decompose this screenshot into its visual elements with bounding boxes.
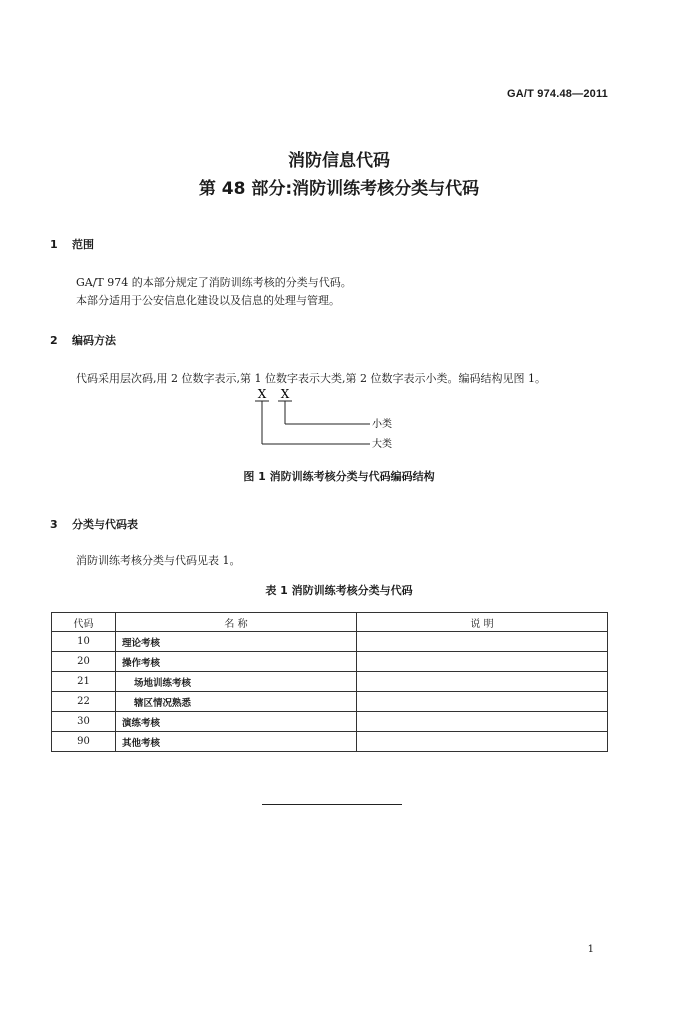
header-name: 名 称 bbox=[116, 613, 357, 632]
placeholder-x-1: X bbox=[257, 387, 267, 401]
section-number: 2 bbox=[50, 334, 58, 347]
cell-desc bbox=[357, 712, 608, 732]
placeholder-x-2: X bbox=[280, 387, 290, 401]
standard-code: GA/T 974.48—2011 bbox=[506, 88, 608, 100]
cell-code: 10 bbox=[52, 632, 116, 652]
cell-code: 22 bbox=[52, 692, 116, 712]
document-title: 消防信息代码 bbox=[288, 151, 390, 171]
section-title: 分类与代码表 bbox=[72, 518, 138, 531]
section-1-heading bbox=[50, 236, 94, 252]
document-subtitle: 第 48 部分:消防训练考核分类与代码 bbox=[198, 179, 480, 199]
cell-code: 30 bbox=[52, 712, 116, 732]
cell-desc bbox=[357, 632, 608, 652]
section-title: 编码方法 bbox=[72, 334, 116, 347]
table-row bbox=[52, 732, 608, 752]
table-row bbox=[52, 652, 608, 672]
header-code: 代码 bbox=[52, 613, 116, 632]
cell-desc bbox=[357, 692, 608, 712]
cell-name: 辖区情况熟悉 bbox=[116, 692, 357, 712]
table-header-row bbox=[52, 613, 608, 632]
cell-code: 20 bbox=[52, 652, 116, 672]
section-1-para-2: 本部分适用于公安信息化建设以及信息的处理与管理。 bbox=[76, 294, 340, 307]
section-3-heading bbox=[50, 516, 138, 532]
cell-name: 演练考核 bbox=[116, 712, 357, 732]
cell-name: 理论考核 bbox=[116, 632, 357, 652]
header-desc: 说 明 bbox=[357, 613, 608, 632]
cell-code: 90 bbox=[52, 732, 116, 752]
cell-desc bbox=[357, 732, 608, 752]
label-major: 大类 bbox=[372, 439, 392, 450]
cell-desc bbox=[357, 672, 608, 692]
section-1-para-1: GA/T 974 的本部分规定了消防训练考核的分类与代码。 bbox=[76, 276, 352, 289]
cell-name: 场地训练考核 bbox=[116, 672, 357, 692]
label-minor: 小类 bbox=[372, 419, 392, 430]
section-3-para-1: 消防训练考核分类与代码见表 1。 bbox=[76, 554, 241, 567]
table-row bbox=[52, 692, 608, 712]
section-number: 1 bbox=[50, 238, 58, 251]
table-caption: 表 1 消防训练考核分类与代码 bbox=[265, 584, 413, 597]
figure-caption: 图 1 消防训练考核分类与代码编码结构 bbox=[243, 470, 435, 483]
cell-desc bbox=[357, 652, 608, 672]
section-title: 范围 bbox=[72, 238, 94, 251]
table-row bbox=[52, 632, 608, 652]
cell-name: 其他考核 bbox=[116, 732, 357, 752]
cell-code: 21 bbox=[52, 672, 116, 692]
end-divider bbox=[262, 804, 402, 805]
section-number: 3 bbox=[50, 518, 58, 531]
table-row bbox=[52, 712, 608, 732]
section-2-heading bbox=[50, 332, 116, 348]
code-structure-diagram bbox=[250, 386, 420, 456]
table-row bbox=[52, 672, 608, 692]
classification-table bbox=[51, 612, 608, 752]
section-2-para-1: 代码采用层次码,用 2 位数字表示,第 1 位数字表示大类,第 2 位数字表示小类。编码结构见图 1。 bbox=[76, 372, 546, 385]
cell-name: 操作考核 bbox=[116, 652, 357, 672]
page-number: 1 bbox=[587, 944, 594, 955]
